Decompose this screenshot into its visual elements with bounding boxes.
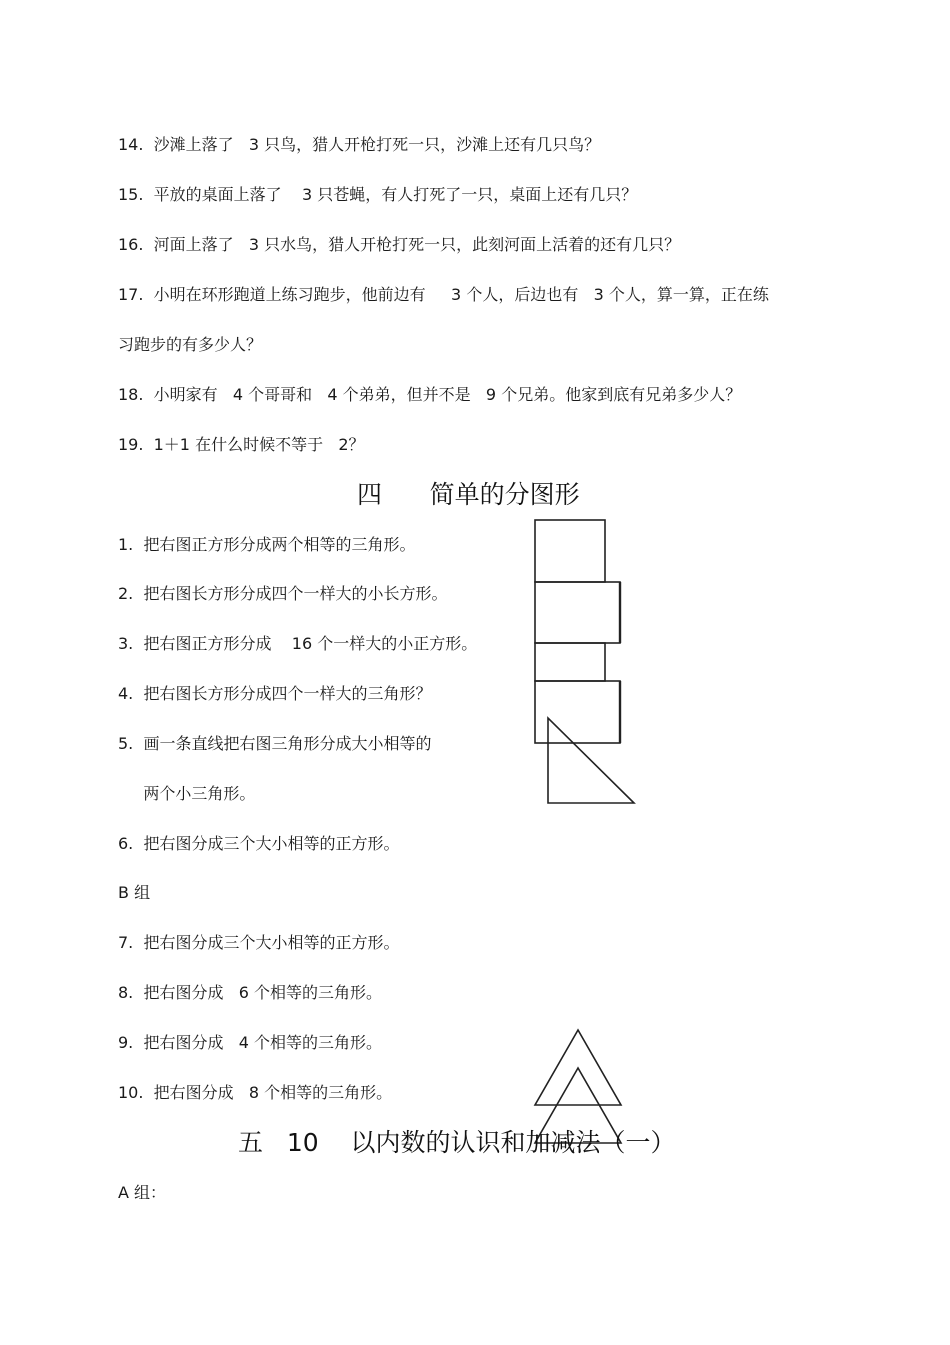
question-18: 18. 小明家有 4 个哥哥和 4 个弟弟，但并不是 9 个兄弟。他家到底有兄弟多少人？ [118, 385, 742, 404]
task-3: 3. 把右图正方形分成 16 个一样大的小正方形。 [118, 634, 478, 653]
task-6: 6. 把右图分成三个大小相等的正方形。 [118, 834, 400, 853]
task-7: 7. 把右图分成三个大小相等的正方形。 [118, 933, 400, 952]
group-a-label: A 组： [118, 1183, 167, 1202]
task-1: 1. 把右图正方形分成两个相等的三角形。 [118, 535, 416, 554]
question-19: 19. 1＋1 在什么时候不等于 2？ [118, 435, 365, 454]
figure-square-3 [535, 643, 605, 681]
question-17-continued: 习跑步的有多少人？ [118, 335, 263, 354]
question-17: 17. 小明在环形跑道上练习跑步，他前边有 3 个人，后边也有 3 个人，算一算，正在练 [118, 285, 769, 304]
question-16: 16. 河面上落了 3 只水鸟，猎人开枪打死一只，此刻河面上活着的还有几只？ [118, 235, 681, 254]
figure-square-1 [535, 520, 605, 582]
task-10: 10. 把右图分成 8 个相等的三角形。 [118, 1083, 393, 1102]
task-2: 2. 把右图长方形分成四个一样大的小长方形。 [118, 584, 448, 603]
task-5-continued: 两个小三角形。 [118, 784, 256, 803]
task-5: 5. 画一条直线把右图三角形分成大小相等的 [118, 734, 432, 753]
question-15: 15. 平放的桌面上落了 3 只苍蝇，有人打死了一只，桌面上还有几只？ [118, 185, 638, 204]
figure-rectangle-2 [535, 582, 620, 643]
task-8: 8. 把右图分成 6 个相等的三角形。 [118, 983, 382, 1002]
task-9: 9. 把右图分成 4 个相等的三角形。 [118, 1033, 382, 1052]
section-5-title: 五 10 以内数的认识和加减法（一） [238, 1128, 676, 1157]
task-4: 4. 把右图长方形分成四个一样大的三角形？ [118, 684, 432, 703]
group-b-label: B 组 [118, 883, 151, 902]
section-4-title: 四 简单的分图形 [357, 480, 580, 509]
question-14: 14. 沙滩上落了 3 只鸟，猎人开枪打死一只，沙滩上还有几只鸟？ [118, 135, 601, 154]
